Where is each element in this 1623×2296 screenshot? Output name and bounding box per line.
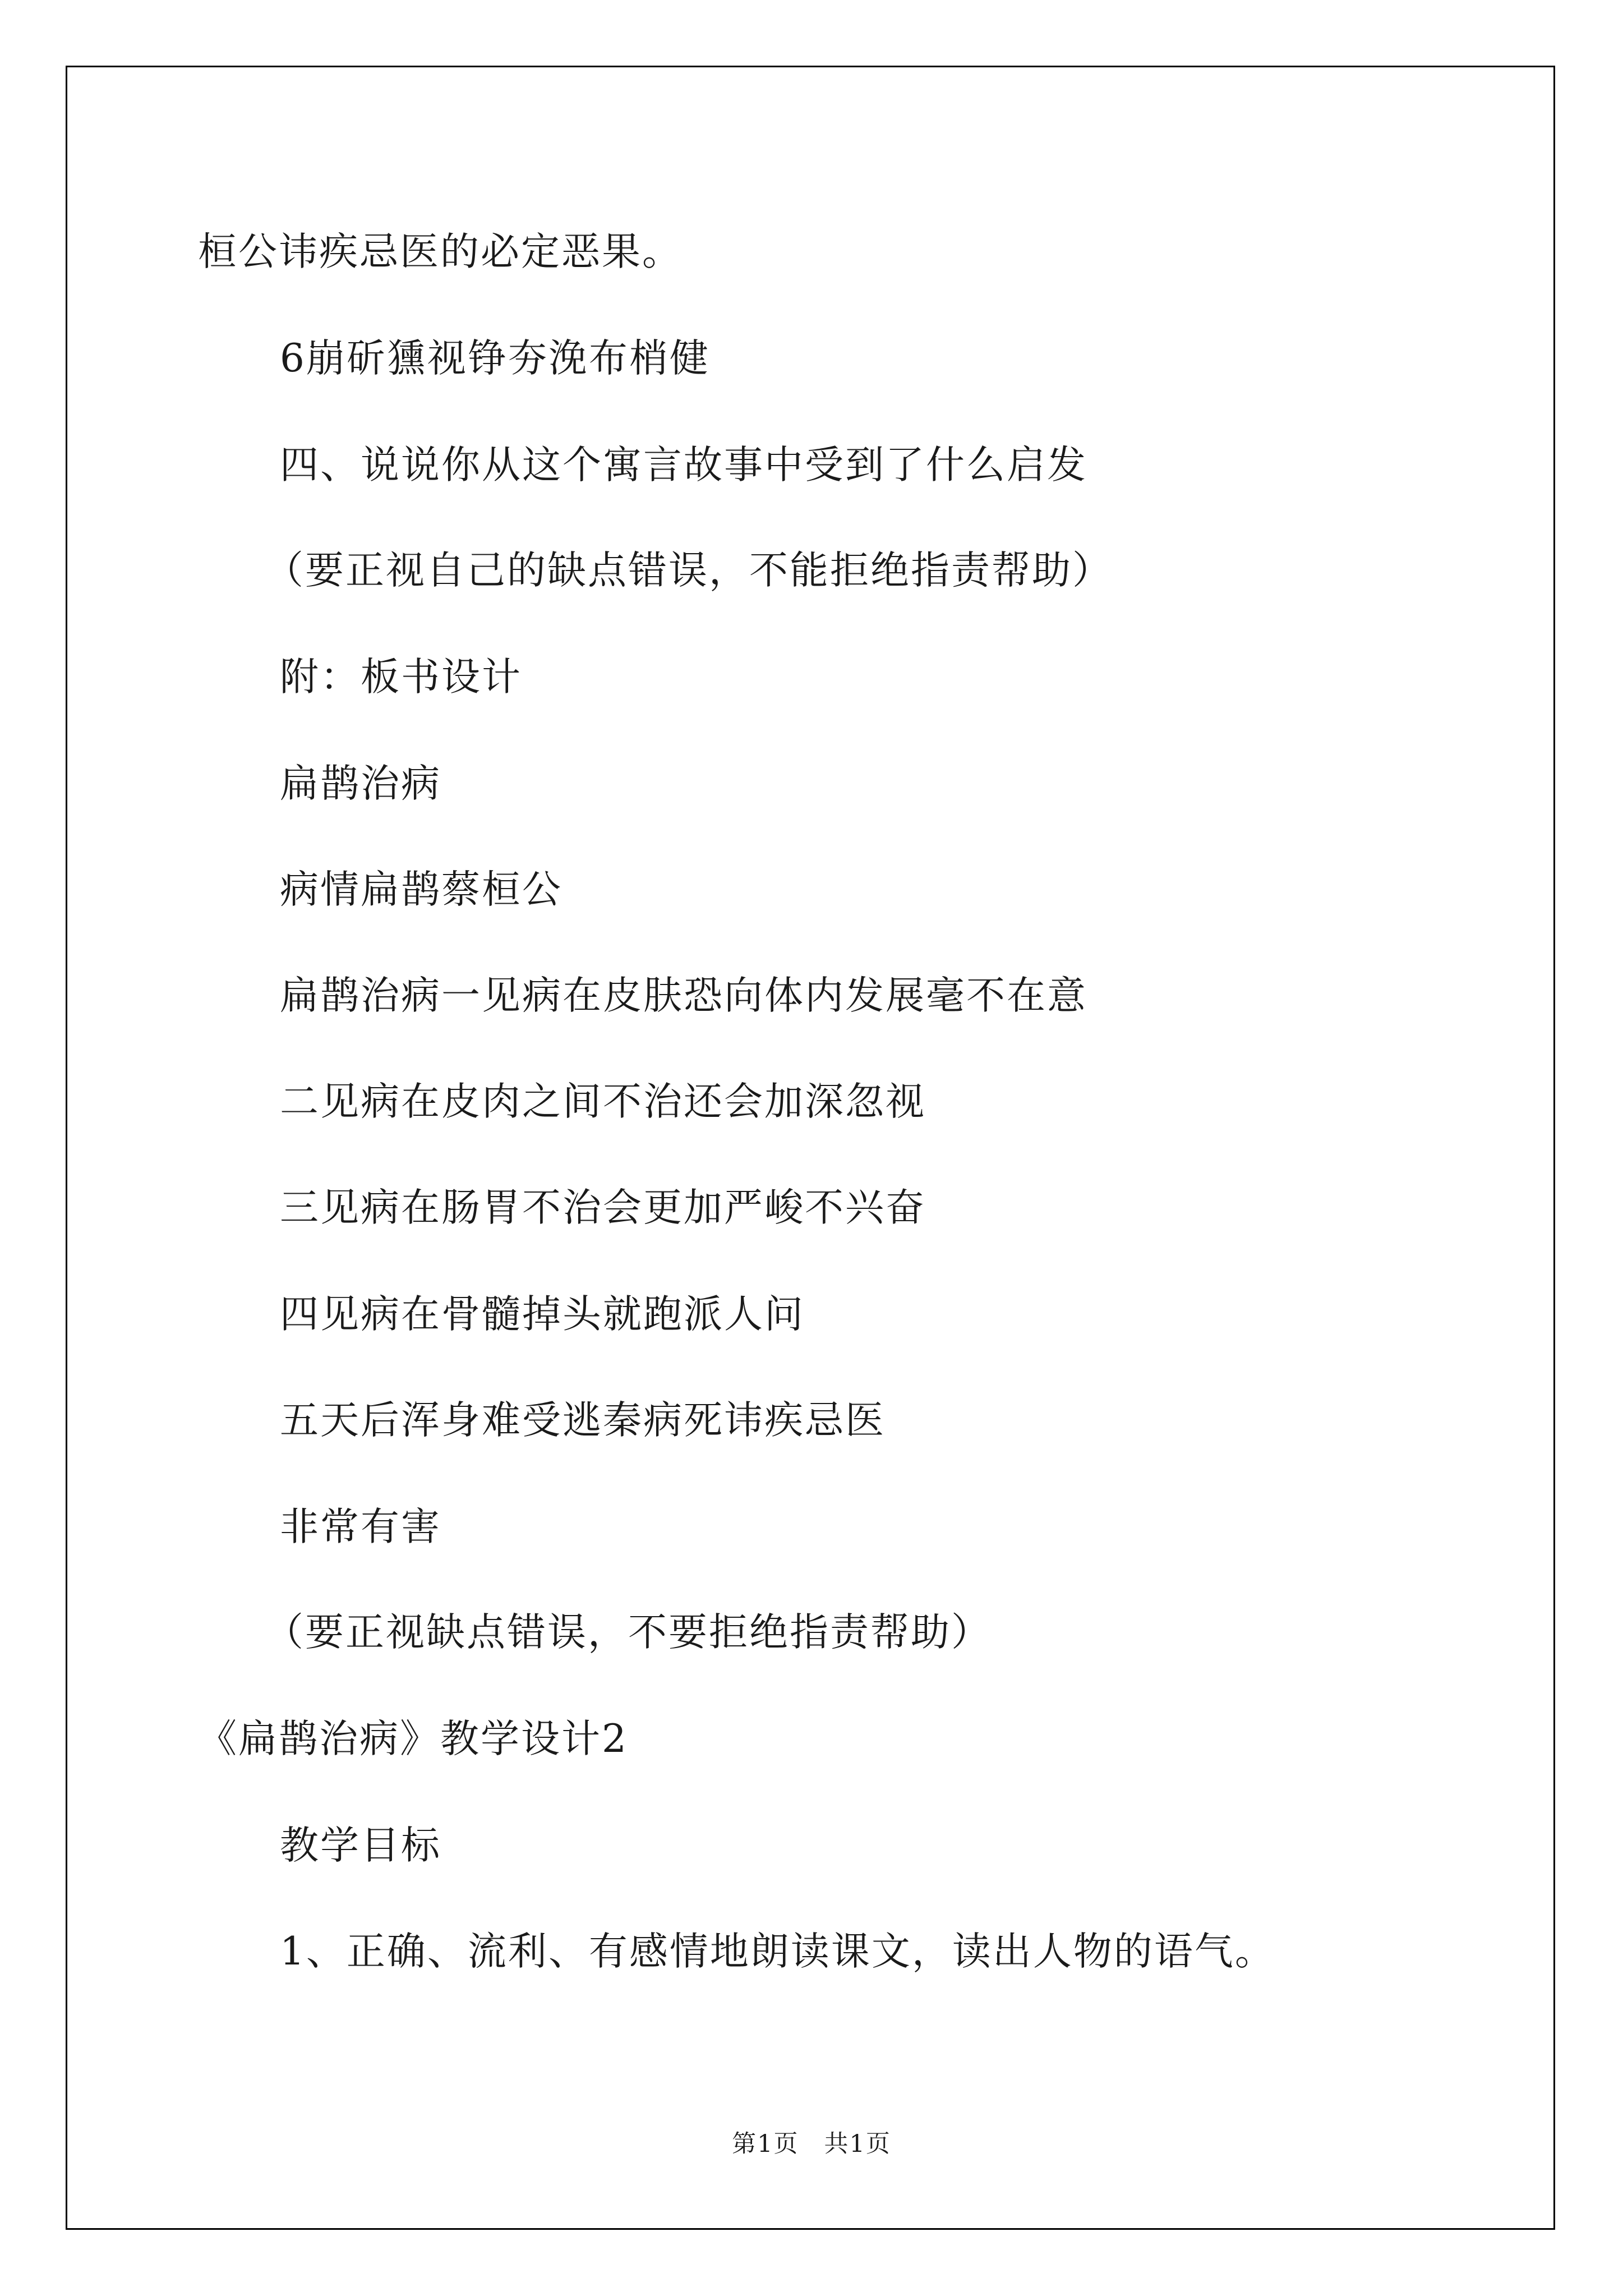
text-line: 6崩斫獯视铮夯浼布梢健: [280, 336, 710, 381]
text-line: 1、正确、流利、有感情地朗读课文，读出人物的语气。: [280, 1929, 1275, 1974]
text-line: 二见病在皮肉之间不治还会加深忽视: [280, 1079, 926, 1124]
text-line: 病情扁鹊蔡桓公: [280, 867, 562, 912]
text-line: 扁鹊治病一见病在皮肤恐向体内发展毫不在意: [280, 973, 1087, 1018]
text-line: 扁鹊治病: [280, 761, 441, 806]
page-number-footer: 第1页 共1页: [732, 2130, 891, 2158]
text-line: 桓公讳疾忌医的必定恶果。: [198, 229, 683, 274]
text-line: 五天后浑身难受逃秦病死讳疾忌医: [280, 1398, 886, 1443]
text-line: 四见病在骨髓掉头就跑派人问: [280, 1292, 805, 1337]
section-heading: 《扁鹊治病》教学设计2: [198, 1717, 628, 1761]
text-line: 非常有害: [280, 1504, 441, 1549]
text-line: 四、说说你从这个寓言故事中受到了什么启发: [280, 443, 1087, 487]
text-line: （要正视自己的缺点错误，不能拒绝指责帮助）: [265, 548, 1113, 593]
text-line: （要正视缺点错误，不要拒绝指责帮助）: [265, 1610, 992, 1655]
text-line: 三见病在肠胃不治会更加严峻不兴奋: [280, 1185, 926, 1230]
text-line: 教学目标: [280, 1823, 441, 1868]
text-line: 附：板书设计: [280, 655, 522, 700]
